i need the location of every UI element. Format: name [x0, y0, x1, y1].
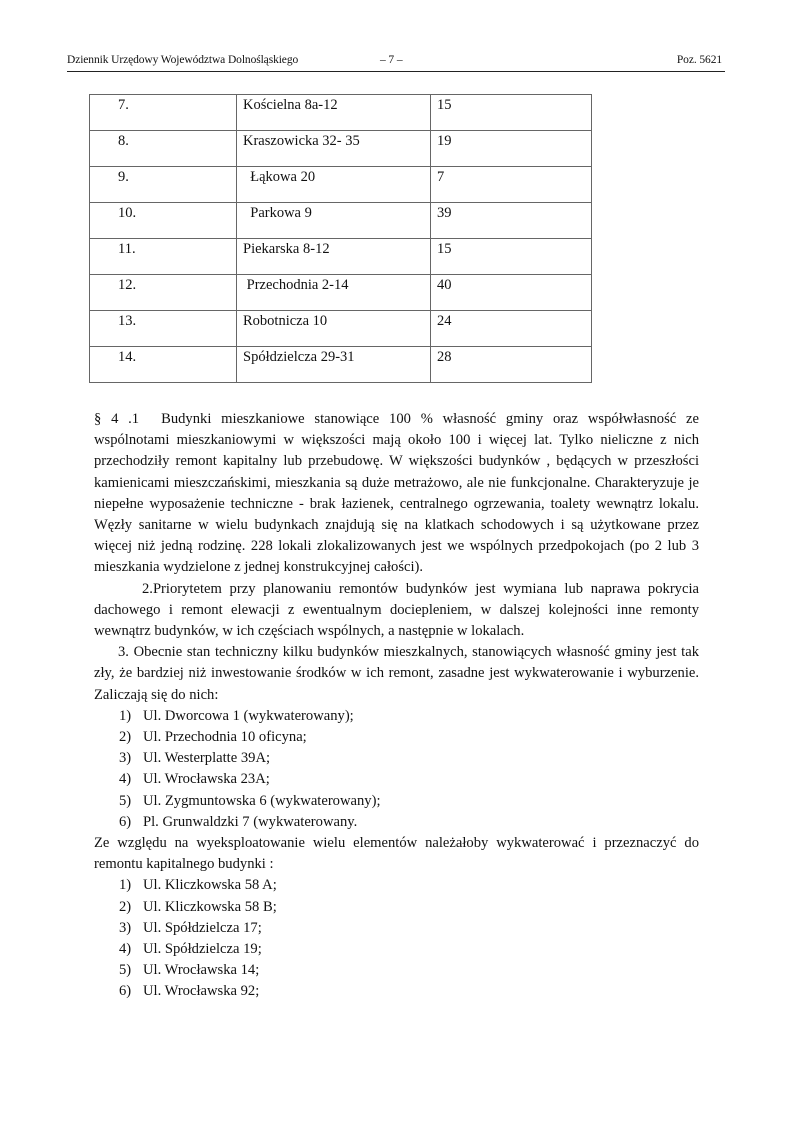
- table-row: [90, 275, 592, 311]
- list-item: [94, 939, 699, 960]
- list-item-number: 5): [119, 792, 132, 809]
- list-item-number: 6): [119, 983, 132, 1000]
- journal-title: Dziennik Urzędowy Województwa Dolnośląskiego: [67, 54, 299, 66]
- street-cell: Robotnicza 10: [237, 311, 431, 347]
- row-number: 12.: [90, 275, 237, 311]
- list-item-text: Ul. Przechodnia 10 oficyna;: [143, 729, 307, 746]
- row-number: 13.: [90, 311, 237, 347]
- list-item-number: 6): [119, 813, 132, 830]
- document-body: [94, 409, 699, 1003]
- list-item: [94, 748, 699, 769]
- paragraph-4-1: [94, 409, 699, 579]
- list-item-number: 5): [119, 962, 132, 979]
- street-cell: Przechodnia 2-14: [237, 275, 431, 311]
- row-number: 9.: [90, 167, 237, 203]
- list-item-number: 3): [119, 750, 132, 767]
- list-item-text: Ul. Wrocławska 14;: [143, 962, 260, 979]
- position-number: Poz. 5621: [676, 54, 722, 66]
- list-item-number: 4): [119, 771, 132, 788]
- paragraph-2: 2.Priorytetem przy planowaniu remontów budynków jest wymiana lub naprawa pokrycia dachowego i remont elewacji z ewentualnym dociepleniem, w dalszej kolejności inne remonty wewnątrz budynków, w ich częściach wspólnych, a następnie w lokalach.: [94, 580, 699, 640]
- buildings-table: [89, 94, 592, 383]
- list-item-number: 2): [119, 729, 132, 746]
- count-cell: 15: [431, 95, 592, 131]
- count-cell: 7: [431, 167, 592, 203]
- list-item-number: 2): [119, 898, 132, 915]
- list-item-number: 1): [119, 707, 132, 724]
- table-row: [90, 203, 592, 239]
- list-item-text: Ul. Spółdzielcza 17;: [143, 919, 262, 936]
- list-item: [94, 875, 699, 896]
- list-item-number: 4): [119, 941, 132, 958]
- street-cell: Łąkowa 20: [237, 167, 431, 203]
- list-item: [94, 706, 699, 727]
- list-item-text: Ul. Zygmuntowska 6 (wykwaterowany);: [143, 792, 381, 809]
- street-cell: Piekarska 8-12: [237, 239, 431, 275]
- count-cell: 28: [431, 347, 592, 383]
- list-item-text: Ul. Spółdzielcza 19;: [143, 941, 262, 958]
- list-item: [94, 918, 699, 939]
- page-number: – 7 –: [380, 54, 403, 66]
- list-item: [94, 769, 699, 790]
- page-header: [67, 52, 722, 72]
- list-item: [94, 727, 699, 748]
- table-row: [90, 239, 592, 275]
- list-item: [94, 981, 699, 1002]
- paragraph-4-1-text: Budynki mieszkaniowe stanowiące 100 % własność gminy oraz współwłasność ze wspólnotami mieszkaniowymi w większości mają około 100 i więcej lat. Tylko nieliczne z nich przechodziły remont kapitalny lub przebudowę. W większości budynków , będących w przeszłości kamienicami mieszczańskimi, mieszkania są duże metrażowo, ale nie funkcjonalne. Charakteryzuje je niepełne wyposażenie techniczne - brak łazienek, centralnego ogrzewania, toalety wewnątrz lokalu. Węzły sanitarne w wielu budynkach znajdują się na klatkach schodowych i są użytkowane przez więcej niż jedną rodzinę. 228 lokali zlokalizowanych jest we wspólnych przedpokojach (po 2 lub 3 mieszkania wydzielone z jednej konstrukcyjnej całości).: [94, 411, 699, 576]
- list-item: [94, 791, 699, 812]
- paragraph-3: 3. Obecnie stan techniczny kilku budynków mieszkalnych, stanowiących własność gminy jest tak zły, że bardziej niż inwestowanie środków w ich remont, zasadne jest wykwaterowanie i wyburzenie. Zaliczają się do nich:: [94, 644, 699, 703]
- table-row: [90, 347, 592, 383]
- demolition-list: [94, 706, 699, 833]
- row-number: 10.: [90, 203, 237, 239]
- count-cell: 40: [431, 275, 592, 311]
- list-item-number: 1): [119, 877, 132, 894]
- street-cell: Kraszowicka 32- 35: [237, 131, 431, 167]
- row-number: 7.: [90, 95, 237, 131]
- list-item-text: Ul. Wrocławska 23A;: [143, 771, 270, 788]
- list-item-text: Ul. Wrocławska 92;: [143, 983, 260, 1000]
- header-divider: [67, 71, 725, 72]
- street-cell: Kościelna 8a-12: [237, 95, 431, 131]
- count-cell: 15: [431, 239, 592, 275]
- count-cell: 24: [431, 311, 592, 347]
- list-item-text: Ul. Kliczkowska 58 B;: [143, 898, 277, 915]
- paragraph-4: Ze względu na wyeksploatowanie wielu elementów należałoby wykwaterować i przeznaczyć do remontu kapitalnego budynki :: [94, 835, 699, 873]
- list-item-text: Ul. Dworcowa 1 (wykwaterowany);: [143, 707, 354, 724]
- table-row: [90, 311, 592, 347]
- list-item: [94, 960, 699, 981]
- list-item-number: 3): [119, 919, 132, 936]
- row-number: 11.: [90, 239, 237, 275]
- list-item-text: Ul. Kliczkowska 58 A;: [143, 877, 277, 894]
- section-marker: § 4 .1: [94, 411, 140, 427]
- list-item: [94, 812, 699, 833]
- count-cell: 19: [431, 131, 592, 167]
- table-row: [90, 95, 592, 131]
- count-cell: 39: [431, 203, 592, 239]
- row-number: 8.: [90, 131, 237, 167]
- row-number: 14.: [90, 347, 237, 383]
- table-row: [90, 167, 592, 203]
- street-cell: Spółdzielcza 29-31: [237, 347, 431, 383]
- table-row: [90, 131, 592, 167]
- list-item: [94, 897, 699, 918]
- list-item-text: Ul. Westerplatte 39A;: [143, 750, 271, 767]
- renovation-list: [94, 875, 699, 1002]
- street-cell: Parkowa 9: [237, 203, 431, 239]
- list-item-text: Pl. Grunwaldzki 7 (wykwaterowany.: [143, 813, 358, 830]
